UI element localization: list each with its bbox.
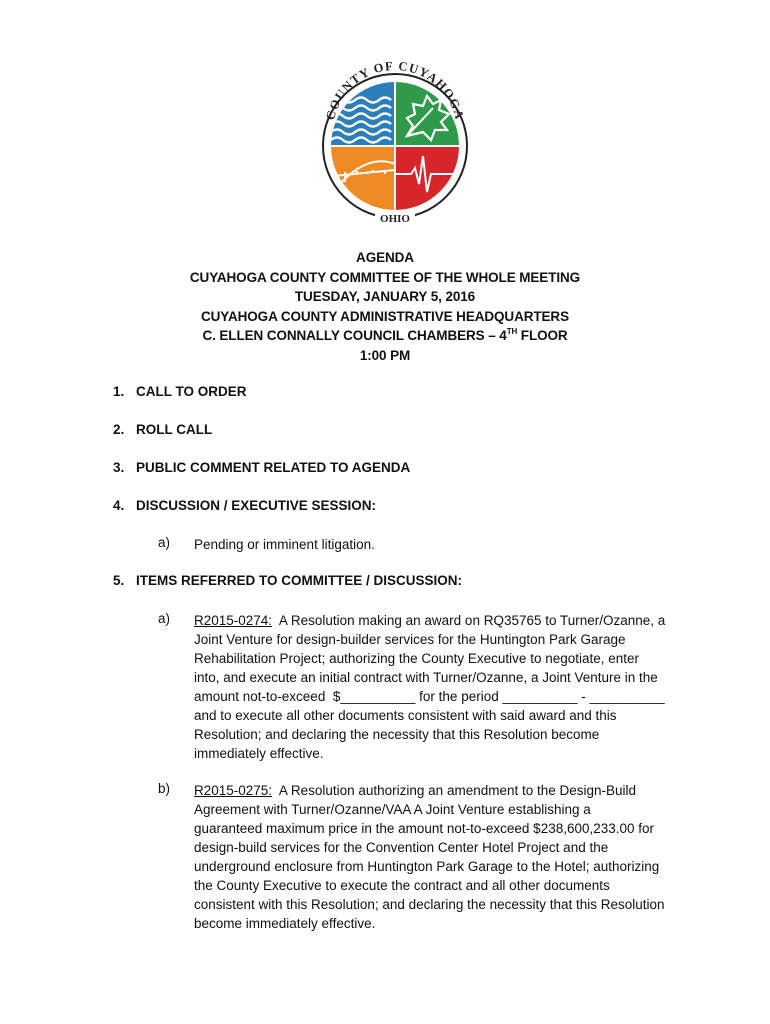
header-title: AGENDA [356,250,414,265]
heart-quadrant [395,146,459,210]
resolution-link-r2015-0275[interactable]: R2015-0275: [194,783,273,798]
meeting-date: TUESDAY, JANUARY 5, 2016 [294,289,476,304]
agenda-header [0,248,770,365]
resolution-text: R2015-0274: A Resolution making an award on RQ35765 to Turner/Ozanne, a Joint Venture for design-builder services for the Huntington Park Garage Rehabilitation Project; authorizing the County Executive to negotiate, enter into, and execute an initial contract with Turner/Ozanne, a Joint Venture in the amount not-to-exceed $__________ for the period __________ - __________ and to execute all other documents consistent with said award and this Resolution; and declaring the necessity that this Resolution become immediately effective. [194,613,666,761]
meeting-location: CUYAHOGA COUNTY ADMINISTRATIVE HEADQUARTERS [201,308,569,324]
county-seal [315,52,475,224]
resolution-link-r2015-0274[interactable]: R2015-0274: [194,613,273,628]
meeting-room: C. ELLEN CONNALLY COUNCIL CHAMBERS – 4TH FLOOR [202,327,568,343]
agenda-page: COUNTY OF CUYAHOGA OHIO AGENDA CUYAHOGA COUNTY COMMITTEE OF THE WHOLE MEETING TUESDAY, JANUARY 5, 2016 CUYAHOGA COUNTY ADMINISTRATIVE HEADQUARTERS C. ELLEN CONNALLY COUNCIL CHAMBERS – 4TH FLOOR 1:00 PM 1. CALL TO ORDER 2. ROLL CALL 3. PUBLIC COMMENT RELATED TO AGENDA 4. DISCUSSION / EXECUTIVE SESSION: a) Pending or imminent litigation. 5. ITEMS REFERRED TO COMMITTEE / DISCUSSION: a) R2015-0274: A Resolution making an award on RQ35765 to Turner/Ozanne, a Joint Venture for design-builder services for the Huntington Park Garage Rehabilitation Project; authorizing the County Executive to negotiate, enter into, and execute an initial contract with Turner/Ozanne, a Joint Venture in the amount not-to-exceed $__________ for the period __________ - __________ and to execute all other documents consistent with said award and this Resolution; and declaring the necessity that this Resolution become immediately effective. b) R2015-0275: A Resolution authorizing an amendment to the Design-Build Agreement with Turner/Ozanne/VAA A Joint Venture establishing a guaranteed maximum price in the amount not-to-exceed $238,600,233.00 for design-build services for the Convention Center Hotel Project and the underground enclosure from Huntington Park Garage to the Hotel; authorizing the County Executive to execute the contract and all other documents consistent with this Resolution; and declaring the necessity that this Resolution become immediately effective. [0,0,770,1024]
agenda-item-2: 2. ROLL CALL [113,422,213,437]
meeting-time: 1:00 PM [359,347,411,363]
seal-graphic [315,52,475,224]
seal-top-text: COUNTY OF CUYAHOGA [323,58,467,122]
agenda-item-3: 3. PUBLIC COMMENT RELATED TO AGENDA [113,460,411,475]
bridge-quadrant [331,146,395,210]
agenda-item-5: 5. ITEMS REFERRED TO COMMITTEE / DISCUSSION: [113,573,463,588]
seal-bottom-text: OHIO [380,213,410,224]
agenda-item-4: 4. DISCUSSION / EXECUTIVE SESSION: [113,498,377,513]
meeting-name: CUYAHOGA COUNTY COMMITTEE OF THE WHOLE MEETING [189,269,581,285]
resolution-text: R2015-0275: A Resolution authorizing an amendment to the Design-Build Agreement with Turner/Ozanne/VAA A Joint Venture establishing a guaranteed maximum price in the amount not-to-exceed $238,600,233.00 for design-build services for the Convention Center Hotel Project and the underground enclosure from Huntington Park Garage to the Hotel; authorizing the County Executive to execute the contract and all other documents consistent with this Resolution; and declaring the necessity that this Resolution become immediately effective. [194,783,665,931]
agenda-item-1: 1. CALL TO ORDER [113,384,247,399]
